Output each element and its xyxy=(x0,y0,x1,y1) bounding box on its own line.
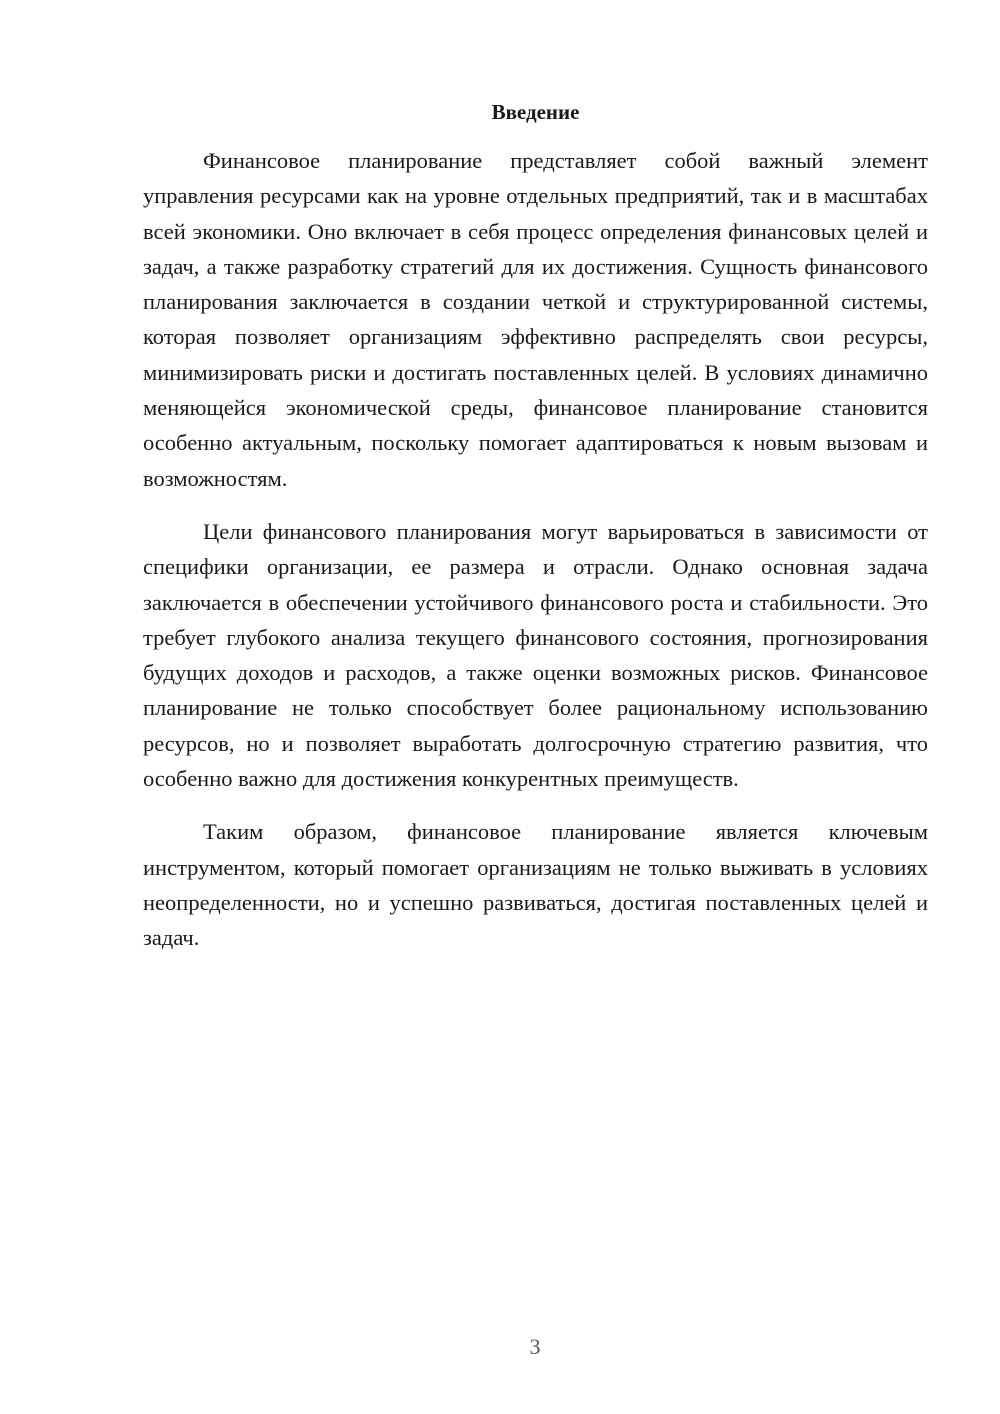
paragraph-2: Цели финансового планирования могут варьироваться в зависимости от специфики организации, ее размера и отрасли. Однако основная задача заключается в обеспечении устойчивого финансового роста и стабильности. Это требует глубокого анализа текущего финансового состояния, прогнозирования будущих доходов и расходов, а также оценки возможных рисков. Финансовое планирование не только способствует более рациональному использованию ресурсов, но и позволяет выработать долгосрочную стратегию развития, что особенно важно для достижения конкурентных преимуществ. xyxy=(143,518,928,792)
paragraph-3: Таким образом, финансовое планирование является ключевым инструментом, который помогает организациям не только выживать в условиях неопределенности, но и успешно развиваться, достигая поставленных целей и задач. xyxy=(143,819,928,951)
paragraph-1: Финансовое планирование представляет собой важный элемент управления ресурсами как на уровне отдельных предприятий, так и в масштабах всей экономики. Оно включает в себя процесс определения финансовых целей и задач, а также разработку стратегий для их достижения. Сущность финансового планирования заключается в создании четкой и структурированной системы, которая позволяет организациям эффективно распределять свои ресурсы, минимизировать риски и достигать поставленных целей. В условиях динамично меняющейся экономической среды, финансовое планирование становится особенно актуальным, поскольку помогает адаптироваться к новым вызовам и возможностям. xyxy=(143,148,928,491)
page-number: 3 xyxy=(529,1334,541,1359)
body-text xyxy=(143,143,928,974)
section-heading: Введение xyxy=(491,100,580,124)
